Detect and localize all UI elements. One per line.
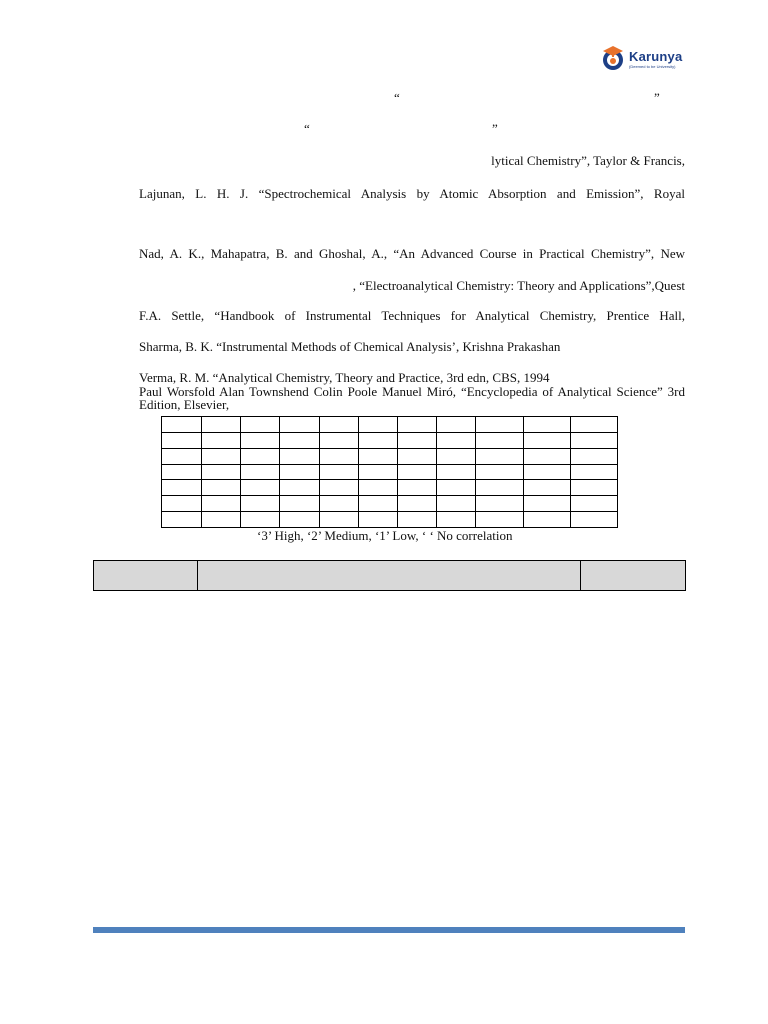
table-cell [280,432,320,448]
correlation-legend: ‘3’ High, ‘2’ Medium, ‘1’ Low, ‘ ‘ No correlation [257,528,513,543]
table-cell [162,432,202,448]
table-cell [398,496,437,512]
table-cell [280,417,320,433]
table-cell [476,464,524,480]
reference-8: Paul Worsfold Alan Townshend Colin Poole Manuel Miró, “Encyclopedia of Analytical Science” 3rd Edition, Elsevier, [139,384,685,412]
table-cell [320,496,359,512]
quote-close-line2: ” [492,121,498,136]
course-code-cell [94,561,198,591]
table-cell [280,512,320,528]
table-cell [162,448,202,464]
table-cell [359,512,398,528]
table-cell [162,512,202,528]
table-cell [241,480,280,496]
table-cell [241,448,280,464]
table-cell [162,464,202,480]
table-cell [202,417,241,433]
table-cell [320,448,359,464]
co-po-mapping-table [161,416,618,528]
table-cell [571,448,618,464]
table-cell [202,432,241,448]
table-cell [320,480,359,496]
table-row [162,464,618,480]
quote-open-line1: “ [394,90,400,105]
table-cell [437,464,476,480]
table-row [162,512,618,528]
table-row [162,448,618,464]
table-cell [437,480,476,496]
table-cell [280,496,320,512]
table-cell [320,464,359,480]
table-cell [359,464,398,480]
table-cell [524,464,571,480]
table-cell [437,432,476,448]
logo-subtitle-text: (Deemed to be University) [629,63,676,69]
table-row [162,480,618,496]
table-cell [437,448,476,464]
table-cell [359,432,398,448]
table-row [162,432,618,448]
table-cell [202,464,241,480]
table-cell [359,480,398,496]
graduate-emblem-icon [600,45,626,73]
reference-1: lytical Chemistry”, Taylor & Francis, [491,153,685,168]
table-cell [571,432,618,448]
table-cell [476,512,524,528]
course-title-cell [198,561,581,591]
table-cell [571,464,618,480]
table-row [162,496,618,512]
table-cell [162,496,202,512]
course-header-row [94,561,686,591]
table-cell [398,448,437,464]
reference-6: Sharma, B. K. “Instrumental Methods of Chemical Analysis’, Krishna Prakashan [139,339,561,354]
table-cell [524,417,571,433]
karunya-logo [600,44,685,74]
table-cell [320,432,359,448]
reference-2: Lajunan, L. H. J. “Spectrochemical Analysis by Atomic Absorption and Emission”, Royal [139,186,685,201]
logo-brand-text: Karunya [629,48,683,64]
course-credits-cell [581,561,686,591]
course-header-table [93,560,686,591]
reference-4: , “Electroanalytical Chemistry: Theory and Applications”,Quest [352,278,685,293]
table-cell [398,480,437,496]
table-cell [437,417,476,433]
table-cell [437,512,476,528]
footer-rule [93,927,685,933]
table-cell [202,448,241,464]
table-cell [162,480,202,496]
table-cell [571,417,618,433]
table-cell [571,496,618,512]
reference-3: Nad, A. K., Mahapatra, B. and Ghoshal, A., “An Advanced Course in Practical Chemistry”, New [139,246,685,261]
reference-7: Verma, R. M. “Analytical Chemistry, Theory and Practice, 3rd edn, CBS, 1994 [139,370,550,385]
table-cell [241,512,280,528]
table-cell [241,432,280,448]
table-cell [202,496,241,512]
table-cell [398,464,437,480]
table-cell [280,464,320,480]
table-cell [398,417,437,433]
table-cell [162,417,202,433]
table-cell [320,512,359,528]
table-cell [398,512,437,528]
table-cell [476,448,524,464]
table-cell [524,512,571,528]
table-cell [524,496,571,512]
table-cell [524,480,571,496]
table-cell [241,464,280,480]
reference-5: F.A. Settle, “Handbook of Instrumental Techniques for Analytical Chemistry, Prentice Hall, [139,308,685,323]
table-cell [320,417,359,433]
table-cell [280,448,320,464]
table-row [162,417,618,433]
table-cell [359,417,398,433]
quote-close-line1: ” [654,90,660,105]
table-cell [241,496,280,512]
table-cell [524,432,571,448]
table-cell [571,480,618,496]
quote-open-line2: “ [304,121,310,136]
table-cell [241,417,280,433]
table-cell [524,448,571,464]
table-cell [476,496,524,512]
table-cell [571,512,618,528]
table-cell [476,417,524,433]
table-cell [476,432,524,448]
table-cell [437,496,476,512]
table-cell [476,480,524,496]
table-cell [202,512,241,528]
table-cell [398,432,437,448]
table-cell [202,480,241,496]
table-cell [280,480,320,496]
table-cell [359,448,398,464]
table-cell [359,496,398,512]
